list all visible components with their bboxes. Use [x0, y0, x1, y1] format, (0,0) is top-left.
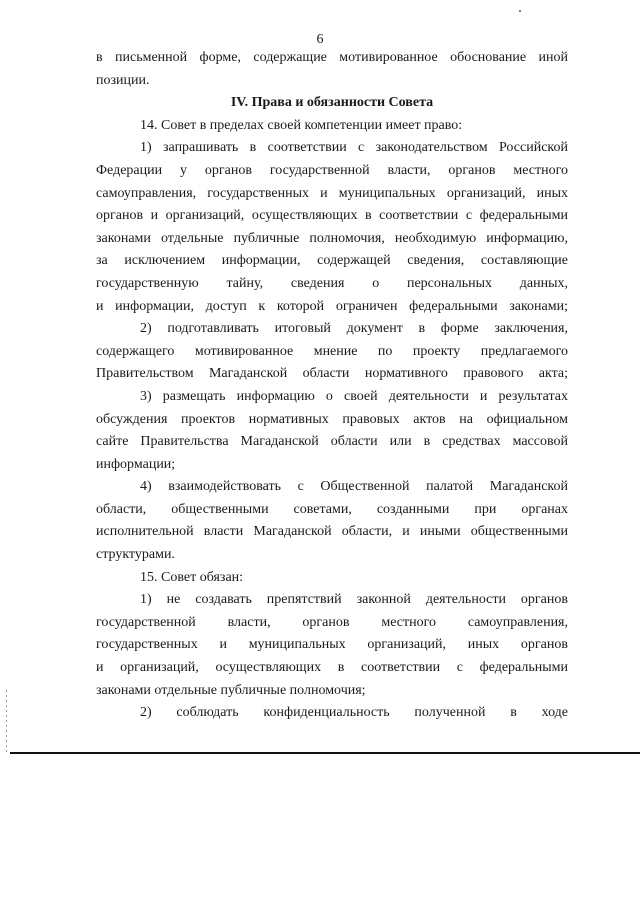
clause-14-lead: 14. Совет в пределах своей компетенции имеет право:	[140, 117, 463, 133]
clause-15-item-1-line: законами отдельные публичные полномочия;	[96, 682, 366, 698]
clause-14-item-4-line: структурами.	[96, 547, 175, 563]
clause-14-item-1-line: законами отдельные публичные полномочия, необходимую информацию,	[96, 230, 568, 246]
scan-speck	[519, 10, 521, 12]
clause-15-item-1-line: и организаций, осуществляющих в соответствии с федеральными	[96, 660, 568, 676]
clause-14-item-1-line: за исключением информации, содержащей сведения, составляющие	[96, 253, 568, 269]
clause-14-item-3-line: сайте Правительства Магаданской области или в средствах массовой	[96, 434, 568, 450]
clause-14-item-1-line: органов и организаций, осуществляющих в соответствии с федеральными	[96, 208, 568, 224]
clause-14-item-2-line: Правительством Магаданской области нормативного правового акта;	[96, 366, 568, 382]
document-body	[96, 47, 568, 725]
clause-14-item-4-line: 4) взаимодействовать с Общественной палатой Магаданской	[140, 479, 568, 495]
clause-14-item-1-line: и информации, доступ к которой ограничен федеральными законами;	[96, 298, 568, 314]
clause-14-item-3-line: обсуждения проектов нормативных правовых актов на официальном	[96, 411, 568, 427]
scan-margin-mark	[6, 690, 7, 752]
clause-14-item-1-line: государственную тайну, сведения о персональных данных,	[96, 275, 568, 291]
section-heading: IV. Права и обязанности Совета	[230, 95, 434, 111]
page-bottom-edge	[10, 752, 640, 754]
clause-14-item-1-line: самоуправления, государственных и муниципальных организаций, иных	[96, 185, 568, 201]
clause-14-item-1-line: 1) запрашивать в соответствии с законодательством Российской	[140, 140, 568, 156]
clause-14-item-2-line: содержащего мотивированное мнение по проекту предлагаемого	[96, 343, 568, 359]
page-number: 6	[316, 32, 324, 47]
clause-15-item-2-line: 2) соблюдать конфиденциальность полученной в ходе	[140, 705, 568, 721]
clause-15-item-1-line: государственных и муниципальных организаций, иных органов	[96, 637, 568, 653]
clause-14-item-3-line: 3) размещать информацию о своей деятельности и результатах	[140, 388, 568, 404]
clause-14-item-3-line: информации;	[96, 456, 176, 472]
clause-15-item-1-line: 1) не создавать препятствий законной деятельности органов	[140, 592, 568, 608]
clause-14-item-2-line: 2) подготавливать итоговый документ в форме заключения,	[140, 321, 568, 337]
clause-14-item-1-line: Федерации у органов государственной власти, органов местного	[96, 162, 568, 178]
clause-14-item-4-line: исполнительной власти Магаданской области, и иными общественными	[96, 524, 568, 540]
clause-15-item-1-line: государственной власти, органов местного самоуправления,	[96, 614, 568, 630]
intro-line: позиции.	[96, 72, 150, 88]
clause-15-lead: 15. Совет обязан:	[140, 569, 244, 585]
intro-line: в письменной форме, содержащие мотивированное обоснование иной	[96, 50, 568, 65]
clause-14-item-4-line: области, общественными советами, созданными при органах	[96, 501, 568, 517]
